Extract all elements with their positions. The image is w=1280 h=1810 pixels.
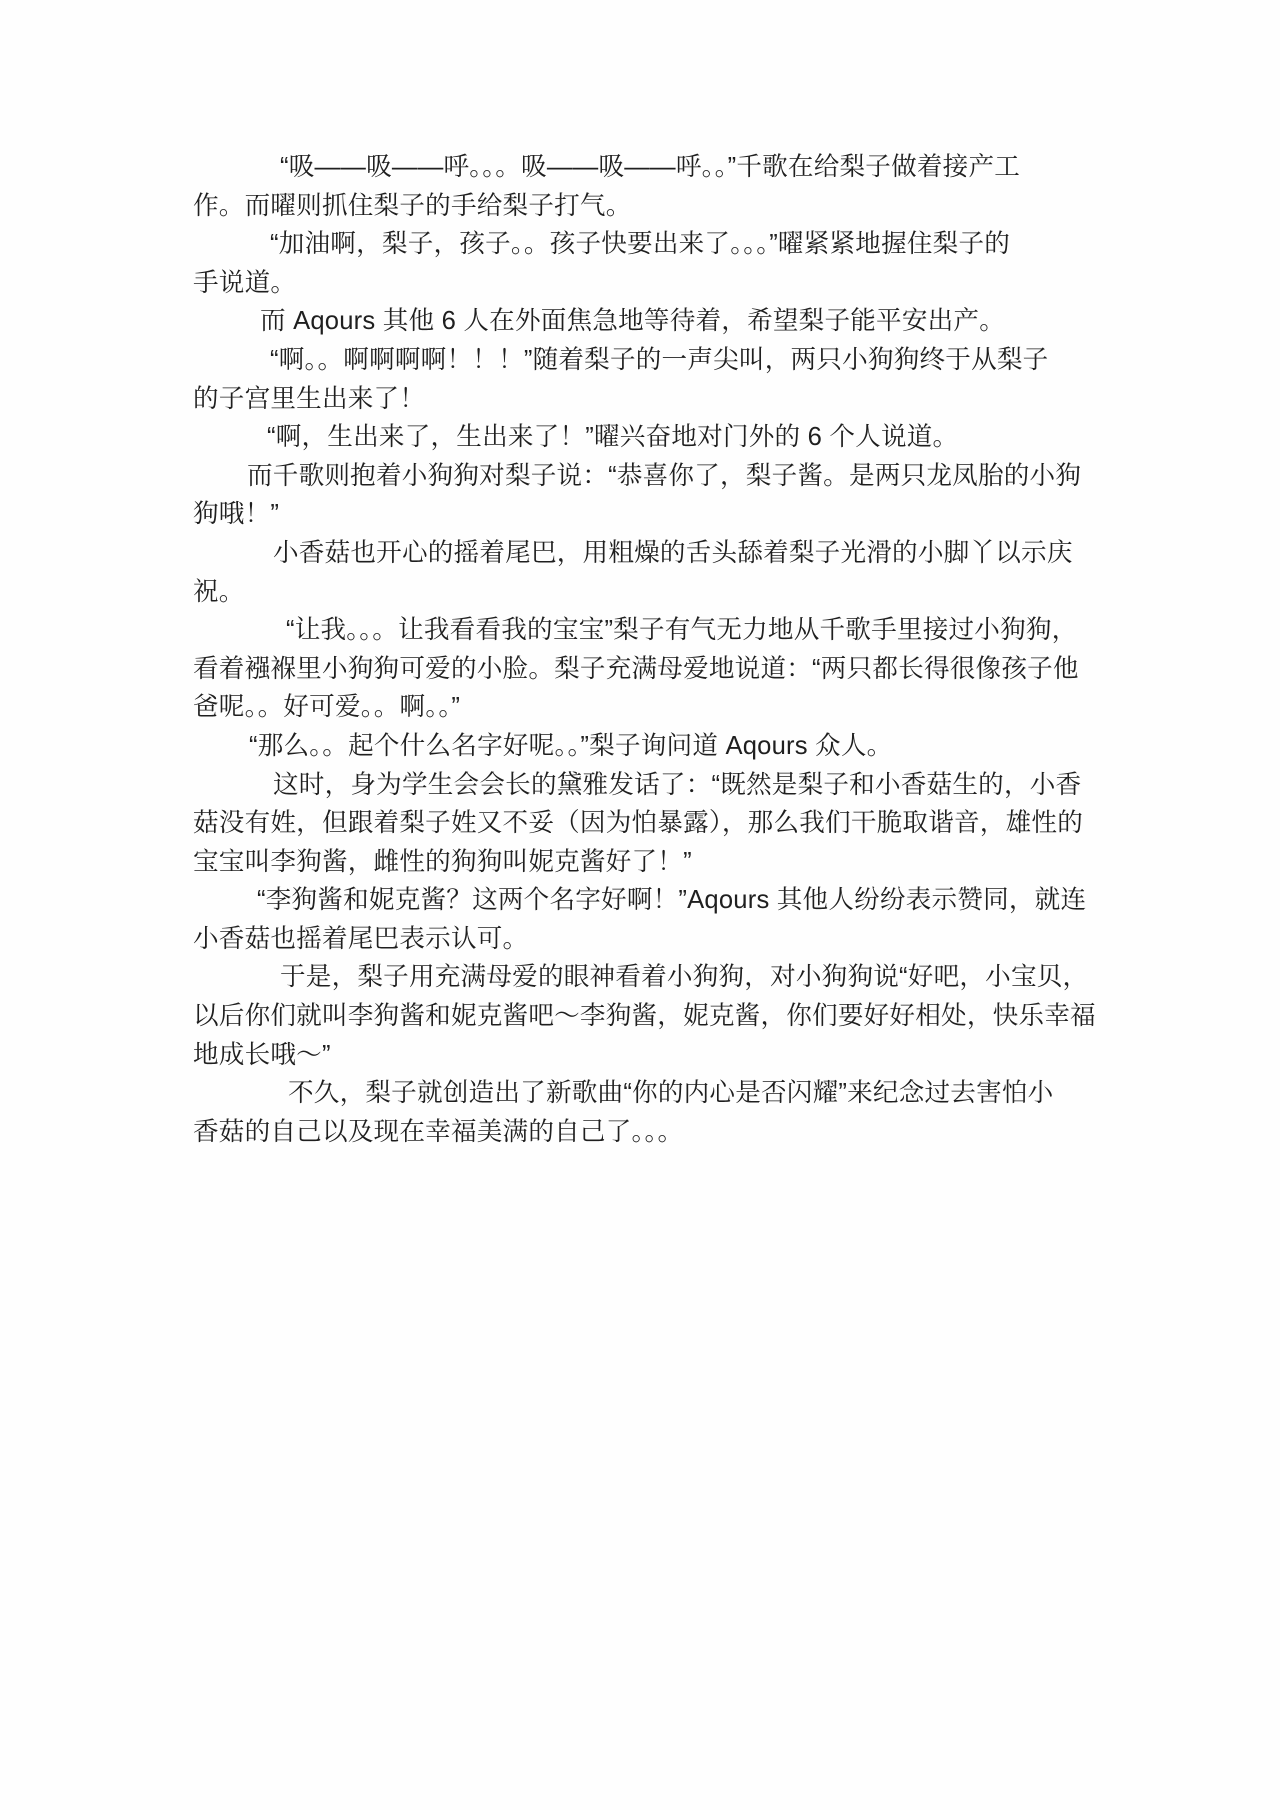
paragraph-7 [193,534,1093,611]
paragraph-10 [193,766,1093,882]
text-line: 狗哦！” [193,500,280,529]
paragraph-12 [193,958,1096,1074]
text-line: 香菇的自己以及现在幸福美满的自己了。。。 [193,1117,684,1146]
text-line: “加油啊，梨子，孩子。。孩子快要出来了。。。”曜紧紧地握住梨子的 [270,230,1011,259]
text-line: 于是，梨子用充满母爱的眼神看着小狗狗，对小狗狗说“好吧，小宝贝， [280,963,1089,992]
text-line: “啊，生出来了，生出来了！”曜兴奋地对门外的 6 个人说道。 [267,423,959,452]
text-line: 地成长哦～” [193,1040,331,1069]
text-line: 手说道。 [193,268,297,297]
text-line: 的子宫里生出来了！ [193,384,426,413]
text-line: 祝。 [193,577,245,606]
text-line: 小香菇也开心的摇着尾巴，用粗燥的舌头舔着梨子光滑的小脚丫以示庆 [273,538,1073,567]
text-line: 作。而曜则抓住梨子的手给梨子打气。 [193,191,632,220]
text-line: 看着襁褓里小狗狗可爱的小脸。梨子充满母爱地说道：“两只都长得很像孩子他 [193,654,1079,683]
paragraph-11 [193,881,1093,958]
text-line: 不久，梨子就创造出了新歌曲“你的内心是否闪耀”来纪念过去害怕小 [288,1079,1054,1108]
paragraph-9 [193,727,1093,766]
text-line: “啊。。啊啊啊啊！！！”随着梨子的一声尖叫，两只小狗狗终于从梨子 [270,345,1049,374]
text-line: 以后你们就叫李狗酱和妮克酱吧～李狗酱，妮克酱，你们要好好相处，快乐幸福 [193,1002,1096,1031]
document-body [193,148,1096,1151]
text-line: “李狗酱和妮克酱？这两个名字好啊！”Aqours 其他人纷纷表示赞同，就连 [257,886,1087,915]
text-line: 宝宝叫李狗酱，雌性的狗狗叫妮克酱好了！” [193,847,692,876]
paragraph-13 [193,1074,1093,1151]
paragraph-2 [193,225,1093,302]
paragraph-5 [193,418,1093,457]
paragraph-3 [193,302,1093,341]
text-line: 菇没有姓，但跟着梨子姓又不妥（因为怕暴露），那么我们干脆取谐音，雄性的 [193,809,1083,838]
paragraph-1 [193,148,1093,225]
text-line: “吸——吸——呼。。。吸——吸——呼。。”千歌在给梨子做着接产工 [280,153,1021,181]
paragraph-4 [193,341,1093,418]
text-line: “让我。。。让我看看我的宝宝”梨子有气无力地从千歌手里接过小狗狗， [286,616,1078,645]
text-line: 小香菇也摇着尾巴表示认可。 [193,924,529,953]
text-line: 爸呢。。好可爱。。啊。。” [193,693,461,722]
text-line: 这时，身为学生会会长的黛雅发话了：“既然是梨子和小香菇生的，小香 [273,770,1082,799]
text-line: 而千歌则抱着小狗狗对梨子说：“恭喜你了，梨子酱。是两只龙凤胎的小狗 [247,461,1082,490]
paragraph-6 [193,457,1093,534]
text-line: “那么。。起个什么名字好呢。。”梨子询问道 Aqours 众人。 [249,731,893,760]
paragraph-8 [193,611,1093,727]
text-line: 而 Aqours 其他 6 人在外面焦急地等待着，希望梨子能平安出产。 [260,307,1006,336]
